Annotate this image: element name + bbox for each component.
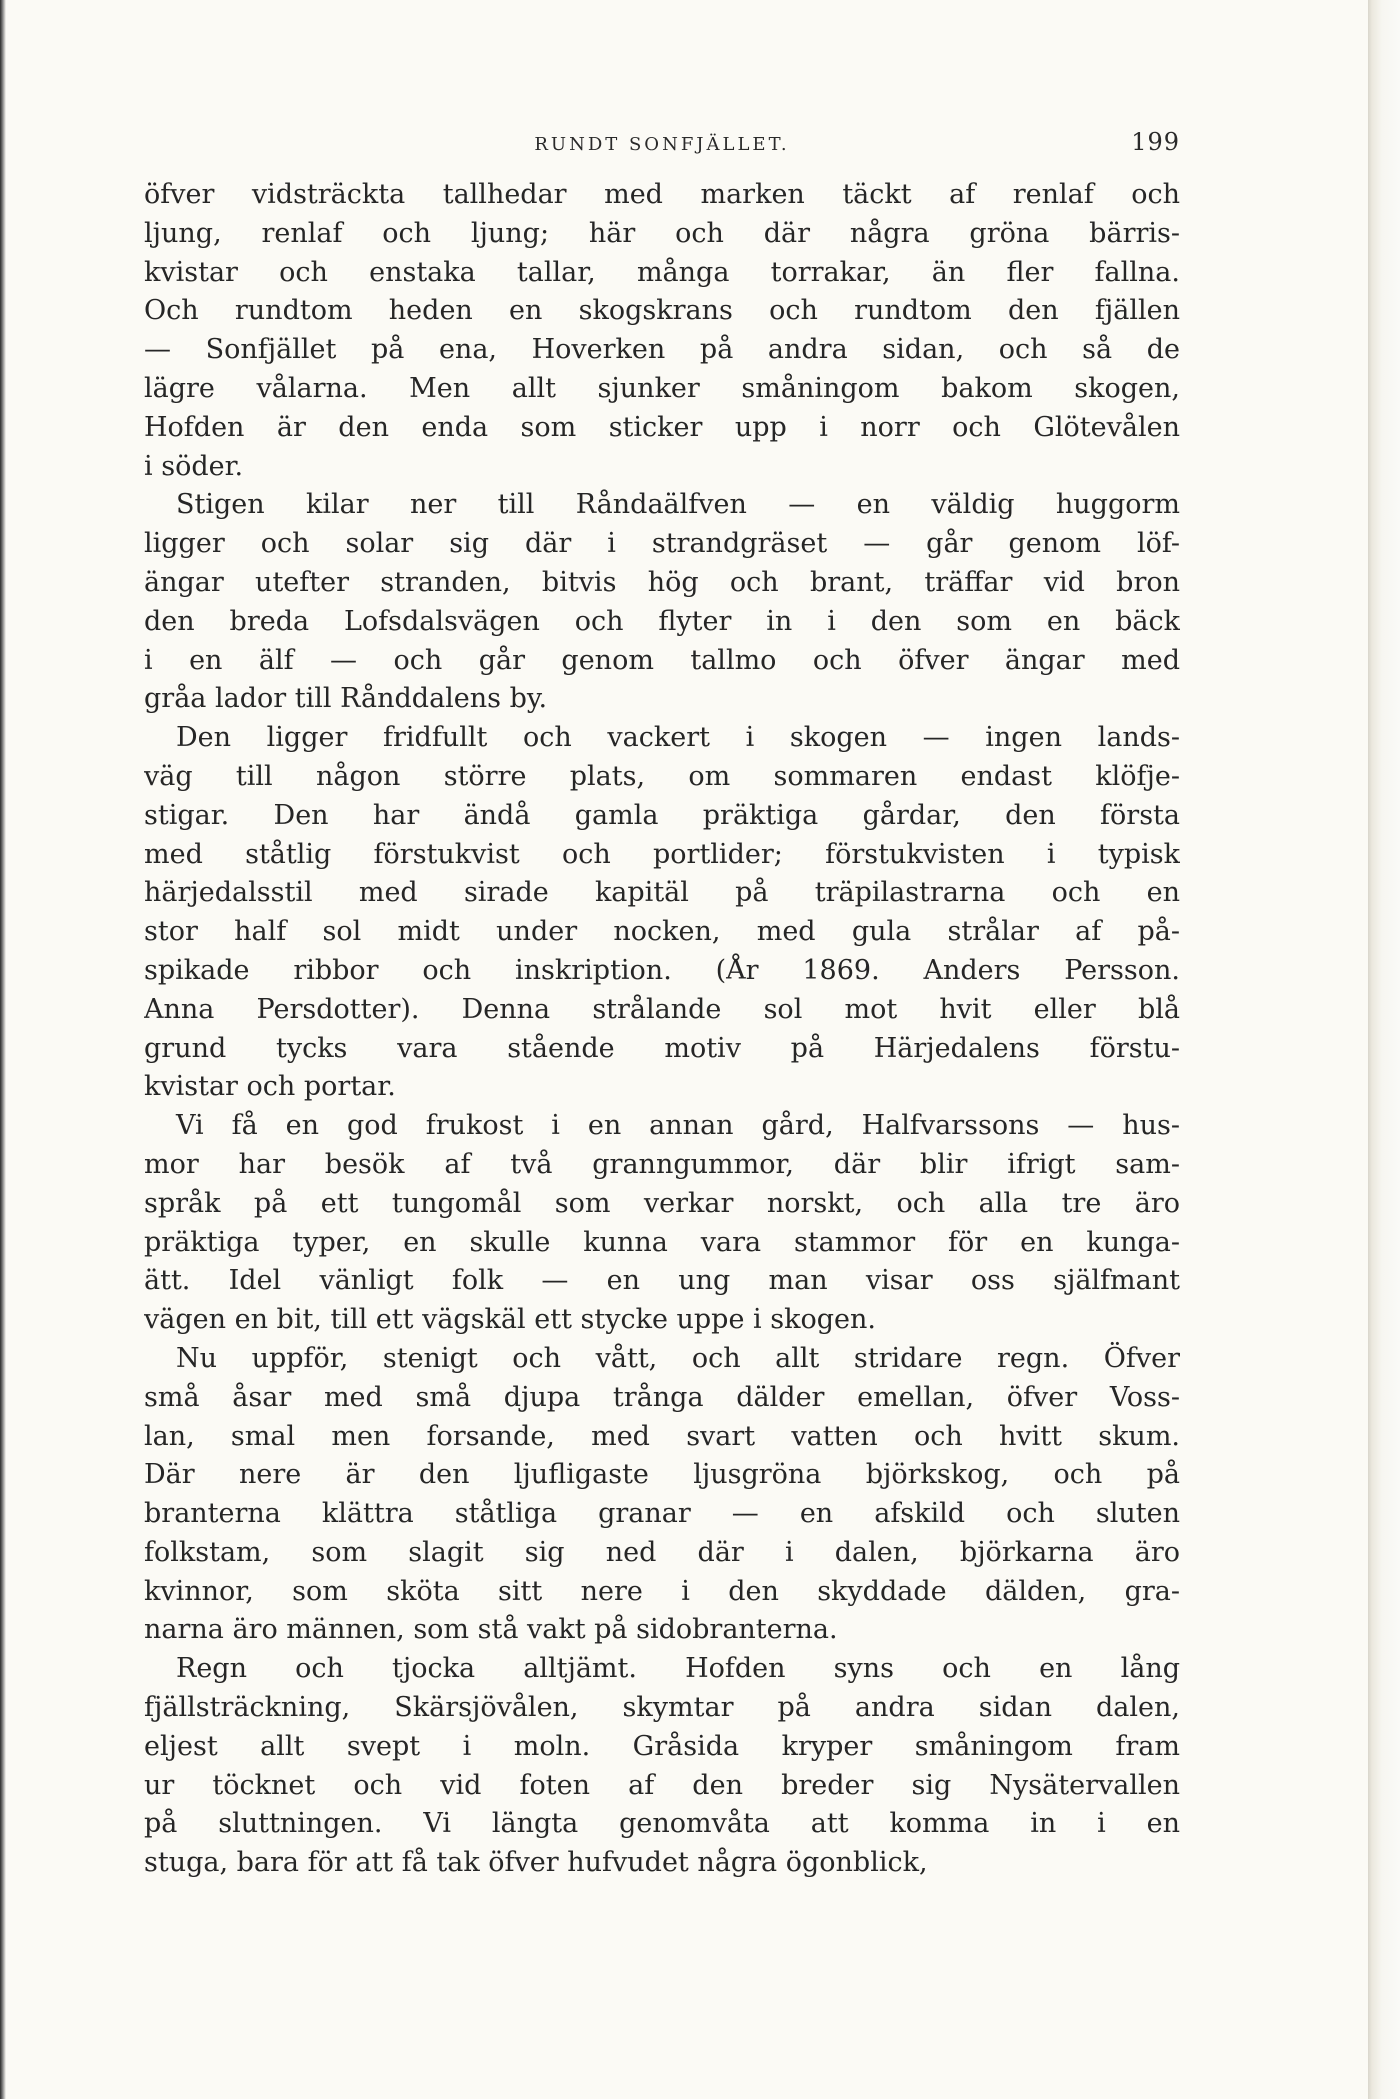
text-line: härjedalsstil med sirade kapitäl på träpilastrarna och en bbox=[144, 877, 1180, 909]
text-line: mor har besök af två granngummor, där blir ifrigt sam- bbox=[144, 1148, 1180, 1180]
text-line: spikade ribbor och inskription. (År 1869. Anders Persson. bbox=[144, 954, 1180, 986]
text-line: — Sonfjället på ena, Hoverken på andra sidan, och så de bbox=[144, 334, 1180, 366]
text-line: fjällsträckning, Skärsjövålen, skymtar på andra sidan dalen, bbox=[144, 1692, 1180, 1724]
text-line: med ståtlig förstukvist och portlider; förstukvisten i typisk bbox=[144, 838, 1180, 870]
text-line: i söder. bbox=[144, 450, 244, 482]
text-line: väg till någon större plats, om sommaren endast klöfje- bbox=[144, 760, 1180, 792]
text-line: stor half sol midt under nocken, med gula strålar af på- bbox=[144, 916, 1180, 948]
text-line: Hofden är den enda som sticker upp i norr och Glötevålen bbox=[144, 411, 1180, 443]
text-line: vägen en bit, till ett vägskäl ett stycke uppe i skogen. bbox=[144, 1304, 876, 1336]
text-line: branterna klättra ståtliga granar — en afskild och sluten bbox=[144, 1498, 1180, 1530]
text-line: Regn och tjocka alltjämt. Hofden syns och en lång bbox=[176, 1653, 1180, 1685]
text-line: ängar utefter stranden, bitvis hög och brant, träffar vid bron bbox=[144, 566, 1180, 598]
text-line: eljest allt svept i moln. Gråsida kryper småningom fram bbox=[144, 1730, 1180, 1762]
text-line: kvinnor, som sköta sitt nere i den skyddade dälden, gra- bbox=[144, 1575, 1180, 1607]
text-line: Anna Persdotter). Denna strålande sol mot hvit eller blå bbox=[144, 993, 1180, 1025]
text-line: kvistar och portar. bbox=[144, 1071, 396, 1103]
text-line: Nu uppför, stenigt och vått, och allt stridare regn. Öfver bbox=[176, 1342, 1180, 1374]
page-number: 199 bbox=[1131, 128, 1180, 156]
text-line: på sluttningen. Vi längta genomvåta att komma in i en bbox=[144, 1808, 1180, 1840]
page-header bbox=[144, 126, 1180, 162]
paragraph bbox=[144, 486, 1180, 719]
text-line: den breda Lofsdalsvägen och flyter in i den som en bäck bbox=[144, 605, 1180, 637]
text-line: Där nere är den ljufligaste ljusgröna björkskog, och på bbox=[144, 1459, 1180, 1491]
paragraph bbox=[144, 1650, 1180, 1883]
text-line: språk på ett tungomål som verkar norskt, och alla tre äro bbox=[144, 1187, 1180, 1219]
text-line: ätt. Idel vänligt folk — en ung man visar oss själfmant bbox=[144, 1265, 1180, 1297]
text-line: ur töcknet och vid foten af den breder sig Nysätervallen bbox=[144, 1769, 1180, 1801]
paragraph bbox=[144, 176, 1180, 486]
page-right-margin bbox=[1368, 0, 1400, 2099]
paragraph bbox=[144, 1340, 1180, 1650]
page-left-edge bbox=[0, 0, 6, 2099]
text-line: narna äro männen, som stå vakt på sidobranterna. bbox=[144, 1614, 838, 1646]
paragraph bbox=[144, 719, 1180, 1107]
paragraph bbox=[144, 1107, 1180, 1340]
body-text bbox=[144, 176, 1180, 1883]
text-line: folkstam, som slagit sig ned där i dalen, björkarna äro bbox=[144, 1536, 1180, 1568]
running-title: RUNDT SONFJÄLLET. bbox=[534, 134, 790, 155]
text-line: Och rundtom heden en skogskrans och rundtom den fjällen bbox=[144, 295, 1180, 327]
text-line: i en älf — och går genom tallmo och öfver ängar med bbox=[144, 644, 1180, 676]
text-line: stigar. Den har ändå gamla präktiga gårdar, den första bbox=[144, 799, 1180, 831]
text-line: Den ligger fridfullt och vackert i skogen — ingen lands- bbox=[176, 722, 1180, 754]
text-line: stuga, bara för att få tak öfver hufvudet några ögonblick, bbox=[144, 1847, 928, 1879]
text-line: lan, smal men forsande, med svart vatten och hvitt skum. bbox=[144, 1420, 1180, 1452]
text-line: lägre vålarna. Men allt sjunker småningom bakom skogen, bbox=[144, 372, 1180, 404]
text-line: öfver vidsträckta tallhedar med marken täckt af renlaf och bbox=[144, 179, 1180, 210]
text-line: grund tycks vara stående motiv på Härjedalens förstu- bbox=[144, 1032, 1180, 1064]
text-line: ligger och solar sig där i strandgräset — går genom löf- bbox=[144, 528, 1180, 560]
text-line: Stigen kilar ner till Råndaälfven — en väldig huggorm bbox=[176, 489, 1180, 521]
text-line: gråa lador till Rånddalens by. bbox=[144, 683, 548, 715]
text-line: kvistar och enstaka tallar, många torrakar, än fler fallna. bbox=[144, 256, 1180, 288]
text-line: Vi få en god frukost i en annan gård, Halfvarssons — hus- bbox=[176, 1110, 1180, 1142]
text-line: präktiga typer, en skulle kunna vara stammor för en kunga- bbox=[144, 1226, 1180, 1258]
text-line: små åsar med små djupa trånga dälder emellan, öfver Voss- bbox=[144, 1381, 1180, 1413]
text-line: ljung, renlaf och ljung; här och där några gröna bärris- bbox=[144, 217, 1180, 249]
